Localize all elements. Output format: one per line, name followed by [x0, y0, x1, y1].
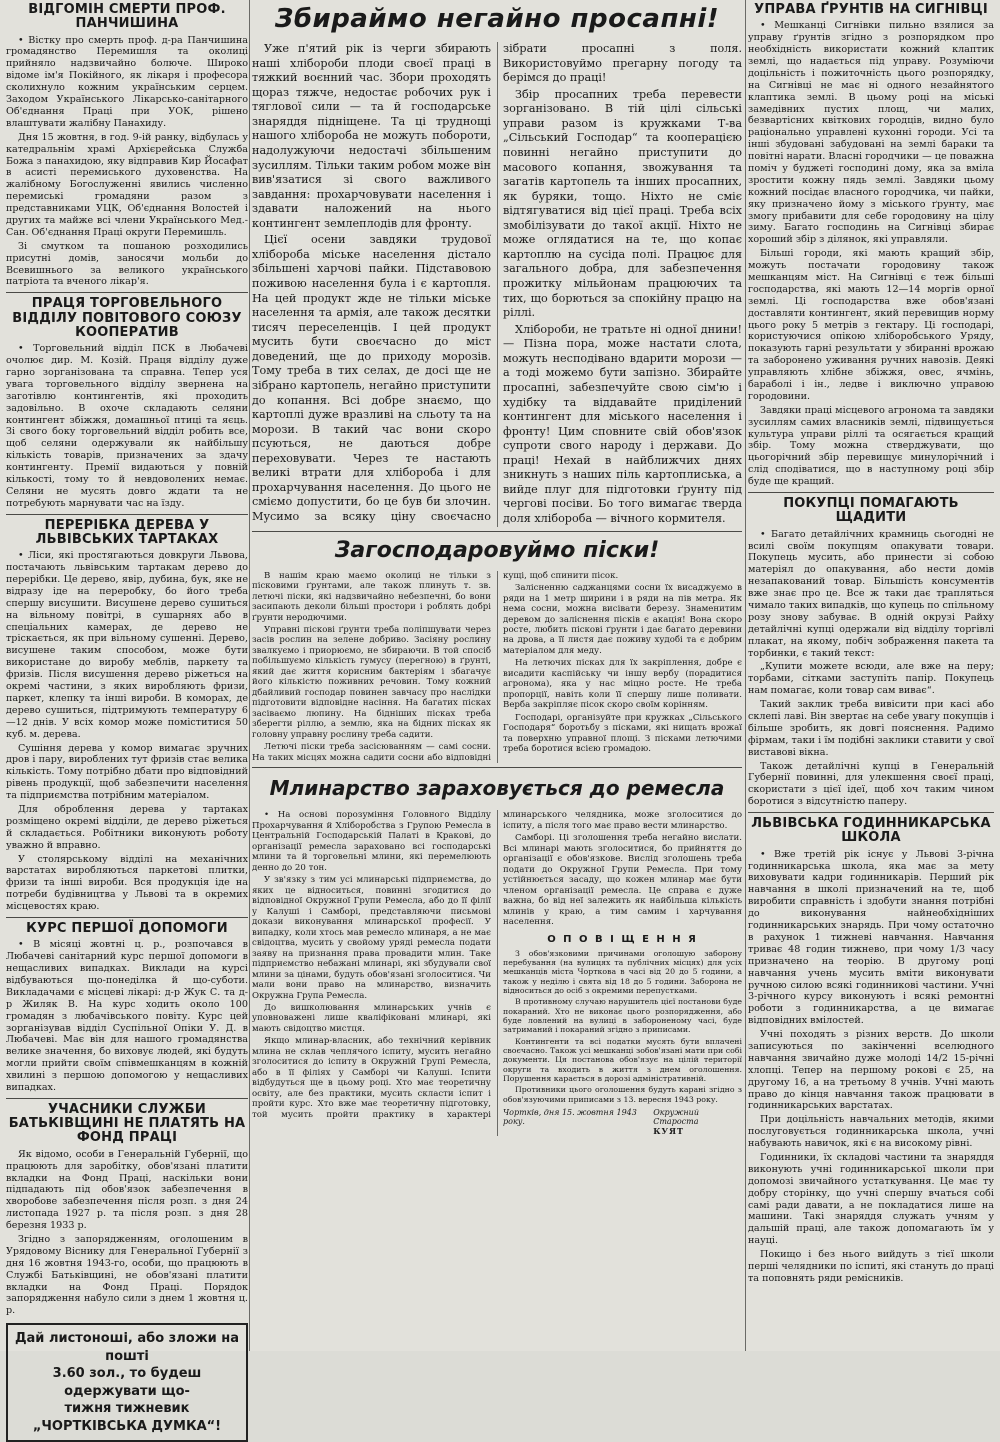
paragraph: Противники цього оголошення будуть карані згідно з обов'язуючими приписами з 13. вересня 1943 року.	[503, 1085, 742, 1104]
notice-signature	[503, 1108, 742, 1136]
article-title: ПРАЦЯ ТОРГОВЕЛЬНОГО ВІДДІЛУ ПОВІТОВОГО СОЮЗУ КООПЕРАТИВ	[12, 296, 242, 340]
paragraph: „Купити можете всюди, але вже на перу; торбами, сітками заступіть папір. Покупець нам помагає, коли товар сам виває“.	[748, 661, 994, 697]
article-first-aid	[6, 922, 248, 1094]
paragraph: У зв'язку з тим усі млинарські підприємства, до яких це відноситься, повинні згодитися до відповідної Окружної Групи Ремесла, або до її філії у Калуші і Самборі, представляючи письмові докази виконування млинарської професії. У випадку, коли хтось мав ремесло млинаря, а не має свідоцтва, мусить у свойому уряді ремесла подати заяву на признання права провадити млин. Таке підприємство небажані млинарі, які збудували свої млини за цінами, будуть обов'язані зголоситися. Чи мали вони право на млинарство, визначить Окружна Група Ремесла.	[252, 875, 491, 1001]
article-obituary	[6, 3, 248, 288]
paragraph: У столярському відділі на механічних варстатах виробляються паркетові плитки, фризи та інші вироби. Вся продукція іде на потреби будівництва у Львові та в окремих місцевостях краю.	[6, 853, 248, 913]
paragraph: • Торговельний відділ ПСК в Любачеві очолює дир. М. Козій. Праця відділу дуже гарно зорганізована та справна. Тепер уся увага торговельного відділу звернена на заготівлю контингентів, які проходить задовільно. В охоче складають селяни контингент збіжжя, домашньої птиці та яєць. Зі свого боку торговельний відділ робить все, щоб селяни одержували як найбільшу кількість товарів, призначених за здачу контингенту. Премії видаються у повній кількості, тому то й невдоволених немає. Селяни не мусять довго ждати та не потребують марнувати час на їзду.	[6, 343, 248, 509]
paragraph: • Вістку про смерть проф. д-ра Панчишина громадянство Перемишля та околиці прийняло надзвичайно болюче. Широко відоме ім'я Покійного, як лікаря і професора сколихнуло кожним українським серцем. Заходом Українського Лікарсько-санітарного Об'єднання Праці при УОК, рішено влаштувати жалібну Панахиду.	[6, 34, 248, 129]
paragraph: Контингенти та всі податки мусять бути вплачені своєчасно. Також усі мешканці зобов'язані мати при собі документи. Ця постанова обов'язує на цілій території округи та входить в життя з днем оголошення. Порушення карається в дорозі адміністративній.	[503, 1036, 742, 1084]
article-watch-school	[748, 817, 994, 1285]
two-column-body	[252, 810, 742, 1136]
article-trade-department	[6, 297, 248, 509]
article-sygnivka	[748, 3, 994, 488]
paragraph: Зі смутком та пошаною розходились присутні домів, заносячи мольби до Всевишнього за великого українського патріота та вченого лікар'я.	[6, 240, 248, 288]
paragraph: Хлібороби, не тратьте ні одної днини! — Пізна пора, може настати слота, можуть несподівано вдарити морози — а тоді можемо бути запізно. Збирайте просапні, забезпечуйте свою сім'ю і худібку та віддавайте приділений контингент для міського населення і фронту! Цим сповните свій обов'язок супроти свого народу і держави. До праці! Нехай в найближчих днях зникнуть з наших піль картоплиська, а вийде плуг для підготовки ґрунту під чергові посіви. Бо того вимагає тверда доля хлібороба — вічного кормителя.	[503, 322, 742, 525]
paragraph: Самборі. Ці зголошення треба негайно вислати. Всі млинарі мають зголоситися, бо прийняття до організації є обов'язкове. Вислід зголошень треба подати до Окружної Групи Ремесла. При тому устійнюється засаду, що кожен млинар має бути членом організації ремесла. Це справа є дуже важна, бо від неї залежить як найбільша кількість млинів у краю, а тим самим і харчування населення.	[503, 833, 742, 928]
paragraph: Господарі, організуйте при кружках „Сільського Господаря“ боротьбу з пісками, які нищать врожаї та поверхню управної площі. З пісками летючими треба боротися всією громадою.	[503, 712, 742, 755]
paragraph: Завдяки праці місцевого агронома та завдяки зусиллям самих власників землі, підвищується культура управи ріллі та осягається кращий збір. Тому можна стверджувати, що цьогорічний збір перевищує минулорічний і слід сподіватися, що в наступному році збір буде ще кращий.	[748, 404, 994, 488]
paragraph: В нашім краю маємо околиці не тільки з пісковими ґрунтами, але також плинуть т. зв. летючі піски, які надзвичайно небезпечні, бо вони засипають деколи більші простори і роблять добрі ґрунти неродючими.	[252, 570, 491, 623]
paragraph: Більші городи, які мають кращий збір, можуть постачати городовину також мешканцям міст. На Сигнівці є теж більші господарства, які мають 12—14 моргів орної землі. Ці господарства вже обов'язані доставляти контингент, який перевищив норму цього року 5 метрів з гектару. Ці господарі, користуючися опікою хліборобського Уряду, показують гарні результати у збиранні врожаю та заборонено уживання ручних навозів. Деякі управляють хлібне збіжжя, овес, ячмінь, бараболі і ін., ледве і виключно управою городовини.	[748, 248, 994, 402]
ad-line: тижня тижневик	[64, 1401, 190, 1417]
article-title: УПРАВА ҐРУНТІВ НА СИГНІВЦІ	[754, 2, 988, 17]
paragraph: На летючих пісках для їх закріплення, добре є висадити каспійську чи іншу вербу (порадитися агронома), яка у нас міцно росте. Не треба пропорції, навіть коли її спершу лише поливати. Верба закріпляє пісок скоро своїм корінням.	[503, 658, 742, 711]
paragraph: Як відомо, особи в Генеральній Губернії, що працюють для заробітку, обов'язані платити вкладки на Фонд Праці, наскільки вони підпадають під обов'язок забезпечення в хворобове забезпечення після розп. з дня 24 листопада 1927 р. та після розп. з дня 28 березня 1933 р.	[6, 1148, 248, 1232]
paragraph: З обов'язковими причинами оголошую заборону перебування (на вулицях та публічних місцях) для усіх мешканців міста Чорткова в часі від 20 до 5 години, а також у неділю і свята від 18 до 5 години. Заборона не відноситься до осіб з окремими перепустками.	[503, 948, 742, 995]
paragraph: • На основі порозуміння Головного Відділу Прохарчування й Хліборобства з Групою Ремесла в Центральній Господарській Палаті в Кракові, до організації ремесла зараховано всі господарські млини та й торговельні млини, які перемелюють денно до 20 тон.	[252, 810, 491, 873]
column-rule-left	[249, 0, 250, 1351]
two-column-body	[252, 571, 742, 764]
paragraph: Залісненню саджанцями сосни їх висаджуємо в ряди на 1 метр ширини і в ряди на пів метра. Як нема сосни, можна висівати березу. Знаменитим деревом до заліснення пісків є акація! Вона скоро росте, любить піскові ґрунти і дає багато деревини на дрова, а її листя дає поживу худобі та є добрим матеріалом для меду.	[503, 583, 742, 656]
paragraph: Збір просапних треба перевести зорганізовано. В тій цілі сільські управи разом із кружками Т-ва „Сільський Господар“ та кооперацією повинні негайно приступити до масового копання, звожування та загатів картопель та інших просапних, як буряки, тощо. Ніхто не сміє відтягуватися від цієї праці. Треба всіх змобілізувати до такої акції. Ніхто не може оглядатися на те, що копає картоплю на сусіда полі. Працює для загального добра, для забезпечення прожитку мільйонам працюючих та тих, що борються за спокійну працю на ріллі.	[503, 87, 742, 320]
ad-newspaper-name: „ЧОРТКІВСЬКА ДУМКА“!	[32, 1418, 222, 1434]
paragraph: При доцільність навчальних методів, якими послуговується годинникарська школа, учні набувають навичок, які є на високому рівні.	[748, 1114, 994, 1150]
divider	[6, 514, 248, 515]
paragraph: • Ліси, які простягаються довкруги Львова, постачають львівським тартакам дерево до перерібки. Це дерево, явір, дубина, бук, яке не відразу іде на переробку, бо його треба спершу висушити. Висушене дерево сушиться на вільному повітрі, в сушарнях або в спеціальних камерах, де дерево не тріскається, як при вільному сушенні. Дерево, висушене таким способом, може бути використане до виробу меблів, паркету та фризів. Після висушення дерево ріжеться на окремі частини, з яких виробляють фризи, паркет, клепку та інші вироби. В коморах, де дерево сушиться, підтримують температуру 6—12 днів. У всіх комор може поміститися 50 куб. м. дерева.	[6, 550, 248, 740]
paragraph: До вишколювання млинарських учнів є уповноважені лише кваліфіковані млинарі, які мають свідоцтво мистця.	[252, 1003, 491, 1034]
paragraph: Цієї осени завдяки трудової хлібороба міське населення дістало збільшені харчові пайки. Підставовою поживою населення була і є картопля. На цей продукт жде не тільки міське населення та армія, але також десятки тисяч переселенців. І цей продукт мусить бути своєчасно до міст доведений, ще до приходу морозів. Тому треба в тих селах, де досі ще не зібрано картопель, негайно приступити до копання. Всі добре знаємо, що картоплі дуже вразливі на сльоту та на морози. В такий час вони скоро псуються, не даються добре переховувати. Через те настають великі втрати для хлібороба і для прохарчування населення. До цього не сміємо допустити, бо це був би злочин. Мусимо за всяку ціну своєчасно зібрати просапні з поля. Використовуймо прегарну погоду та берімся до праці!	[252, 42, 742, 523]
article-title: ЛЬВІВСЬКА ГОДИННИКАРСЬКА ШКОЛА	[751, 816, 991, 846]
divider	[252, 767, 742, 768]
two-column-body	[252, 42, 742, 527]
paragraph: Дня 15 жовтня, в год. 9-ій ранку, відбулась у катедральнім храмі Архієрейська Служба Божа з панахидою, яку відправив Кир Йосафат в асисті перемиського духовенства. На жалібному Богослуженні явились численно перемиські громадяни разом з представниками УЦК, Об'єднання Волостей і других та майже всі члени Українського Мед.-Сан. Об'єднання Праці округи Перемишль.	[6, 131, 248, 238]
signature-block	[653, 1108, 742, 1136]
article-lumber	[6, 519, 248, 913]
paragraph: Учні походять з різних верств. До школи записуються по закінченні вселюдного навчання звичайно дуже молоді 14/2 15-річні хлопці. Тепер на першому рокові є 25, на другому 16, а на третьому 8 учнів. Учні мають право до кінця навчання також працювати в годинникарських варстатах.	[748, 1029, 994, 1112]
divider	[6, 292, 248, 293]
article-labor-fund	[6, 1103, 248, 1317]
paragraph: Також детайлічні купці в Генеральній Губернії повинні, для улекшення своєї праці, скористати з цієї ідеї, щоб хоч таким чином боротися з відсутністю паперу.	[748, 760, 994, 808]
notice-place-date: Чортків, дня 15. жовтня 1943 року.	[503, 1108, 637, 1127]
divider	[748, 492, 994, 493]
paragraph: Якщо млинар-власник, або технічний керівник млина не склав чеплячого іспиту, мусить негайно зголоситися до іспиту в Окружній Групі Ремесла, або в її філіях у Самборі чи Калуші. Іспити відбудуться ще в цьому році. Хто має теоретичну освіту, але без практики, мусить скласти іспит і пройти курс. Хто вже має теоретичну підготовку, той мусить пройти практику в характері млинарського челядника, може зголоситися до іспиту, а після того має право вести млинарство.	[252, 810, 742, 1120]
article-title: ПЕРЕРІБКА ДЕРЕВА У ЛЬВІВСЬКИХ ТАРТАКАХ	[35, 517, 219, 547]
paragraph: • В місяці жовтні ц. р., розпочався в Любачеві санітарний курс першої допомоги в нещасливих випадках. Виклади на курсі відбуваються що-понеділка й що-суботи. Викладачами є місцеві лікарі: д-р Жук С. та д-р Жиляк В. На курс ходить около 100 громадян з любачівського повіту. Курс цей зорганізував відділ Суспільної Опіки У. Д. в Любачеві. Має він для нашого громадянства велике значення, бо виховує людей, які будуть могли прийти своїм співмешканцям в кожній хвилині з першою допомогою у нещасливих випадках.	[6, 939, 248, 1093]
subscription-ad	[6, 1323, 248, 1442]
article-title: ПОКУПЦІ ПОМАГАЮТЬ ЩАДИТИ	[783, 496, 959, 526]
column-rule-right	[745, 0, 746, 1351]
article-harvest	[252, 4, 742, 527]
left-column	[6, 0, 248, 1442]
paragraph: Згідно з запорядженням, оголошеним в Урядовому Віснику для Генеральної Губернії з дня 16 жовтня 1943-го, особи, що працюють в Службі Батьківщині, не обов'язані платити вкладки на Фонд Праці. Порядок запорядження набуло сили з днем 1 жовтня ц. р.	[6, 1233, 248, 1317]
lead-headline: Збираймо негайно просапні!	[274, 4, 720, 34]
paragraph: • Вже третій рік існує у Львові 3-річна годинникарська школа, яка має за мету виховувати кадри годинникарів. Перший рік навчання в школі призначений на те, щоб виробити справність і здобути знання потрібні до виконування найнеобхідніших годинникарських знарядь. При чому остаточно в рахунок 1 тижневі навчання. Навчання триває 48 годин тижнево, при чому 1/3 часу призначено на теорію. В другому році навчання учень мусить вміти виконувати ручною силою всякі годинникові частини. Учні 3-річного курсу виконують і всякі ремонтні роботи з годинникарства, а це вимагає відповідних вмілостей.	[748, 848, 994, 1027]
paragraph: Покищо і без нього вийдуть з тієї школи перші челядники по іспиті, які стануть до праці та поповнять ряди ремісників.	[748, 1249, 994, 1284]
paragraph: • Багато детайлічних крамниць сьогодні не всилі своїм покупцям опакувати товари. Покупець мусить, або принести зі собою матеріял до опакування, або нести домів незапакований товар. Більшість консументів вже знає про це. Все ж таки дає трапляться чимало таких випадків, що купець по спільному розу знову забуває. В одній окрузі Райху детайлічні купці одержали від відділу торгівлі плакат, на якому, побіч зображення пакета та торбинки, є такий текст:	[748, 528, 994, 659]
divider	[748, 812, 994, 813]
paragraph: Годинники, їх складові частини та знаряддя виконують учні годинникарської школи при допомозі звичайного устаткування. Це має ту добру сторінку, що учні спершу вчаться собі самі ради давати, а не покладатися лише на машини. Такі знаряддя служать учням у дальшій праці, але також допомагають їм у науці.	[748, 1151, 994, 1247]
article-shoppers	[748, 497, 994, 808]
center-column	[252, 0, 742, 1136]
article-millers	[252, 776, 742, 1136]
ad-line: 3.60 зол., то будеш одержувати що-	[52, 1366, 202, 1399]
paragraph: Сушіння дерева у комор вимагає зручних дров і пару, вироблених тут фризів стає велика кількість. Тому потрібно дбати про відповідний рівень продукції, щоб забезпечити населення та підприємства потрібним матеріалом.	[6, 742, 248, 802]
paragraph: Уже п'ятий рік із черги збирають наші хлібороби плоди своєї праці в тяжкий воєнний час. Збори проходять щораз тяжче, недостає робочих рук і тяглової сили — та й господарське знаряддя підніщене. Та ці труднощі нашого хлібороба не можуть побороти, надолужуючи недостачі збільшеним зусиллям. Тільки таким робом може він вив'язатися зі свого важливого завдання: прохарчовувати населення і здавати наложений на нього контингент землеплодів для фронту.	[252, 42, 491, 230]
paragraph: Для оброблення дерева у тартаках розміщено окремі відділи, де дерево ріжеться й складається. Робітники виконують роботу уважно й вправно.	[6, 803, 248, 851]
paragraph: Такий заклик треба вивісити при касі або склепі лаві. Він звертає на себе увагу покупців і більше зробить, як довгі пояснення. Радимо фірмам, таки і їм подібні заклики ставити у свої виставові вікна.	[748, 699, 994, 758]
signature-role: Окружний Староста	[653, 1108, 699, 1127]
article-sands	[252, 538, 742, 764]
divider	[6, 1098, 248, 1099]
official-notice	[503, 934, 742, 1137]
headline: Млинарство зараховується до ремесла	[269, 776, 725, 801]
ad-line: Дай листоноші, або зложи на пошті	[14, 1331, 240, 1364]
notice-title: О П О В І Щ Е Н Н Я	[547, 933, 698, 945]
right-column	[748, 0, 994, 1287]
paragraph: Летючі піски треба засісюванням — самі сосни. На таких місцях можна садити сосни або відповідні кущі, щоб спинити пісок.	[252, 570, 619, 763]
paragraph: Управні піскові ґрунти треба поліпшувати через засів рослин на зелене добриво. Засіяну рослину звалкуємо і приорюємо, не збираючи. В той спосіб побільшуємо кількість гумусу (перегною) в ґрунті, який дає життя корисним бактеріям і збагачує його кількістю поживних речовин. Тому кожний дбайливий господар повинен завчасу про наслідки підготовити відповідне насіння. На багатих пісках засіваємо люпину. На бідніших пісках треба зберегти ріллю, а землю, яка на бідних пісках як головну управну рослину треба садити.	[252, 624, 491, 740]
divider	[6, 917, 248, 918]
article-title: КУРС ПЕРШОЇ ДОПОМОГИ	[26, 920, 228, 936]
paragraph: • Мешканці Сигнівки пильно взялися за управу ґрунтів згідно з розпорядком про необхідність використати кожний клаптик землі, що надається під управу. Розуміючи доцільність і пожиточність цього розпорядку, на Сигнівці не має ні одного незайнятого клаптика землі. В цьому році на міські замедівних пустих площ, чи малих, безвартісних квіткових городців, видно було раціонально управлені кухонні городи. Усі та інші збудовані забудовані на землі бараки та повітні нарати. Власні городчики — це поважна поміч у буджеті господині дому, яка за вміла зростити кожну пядь землі. Завдяки цьому кожний посідає власного городчика, чи пайки, яку призначено йому з міського ґрунту, має змогу прибавити для себе городовину на цілу зиму. Багато господинь на Сигнівці збирає хороший збір з ділянок, які управляли.	[748, 20, 994, 246]
article-title: УЧАСНИКИ СЛУЖБИ БАТЬКІВЩИНІ НЕ ПЛАТЯТЬ НА ФОНД ПРАЦІ	[8, 1101, 246, 1146]
article-title: ВІДГОМІН СМЕРТИ ПРОФ. ПАНЧИШИНА	[28, 2, 226, 32]
divider	[252, 531, 742, 532]
headline: Загосподаровуймо піски!	[334, 537, 660, 563]
paragraph: В противному случаю нарушитель цієї постанови буде покараний. Хто не виконає цього розпорядження, або буде ловлений на вулиці в забороненому часі, буде затриманий і покараний згідно з приписами.	[503, 997, 742, 1035]
signature-name: КУЯТ	[653, 1126, 684, 1137]
